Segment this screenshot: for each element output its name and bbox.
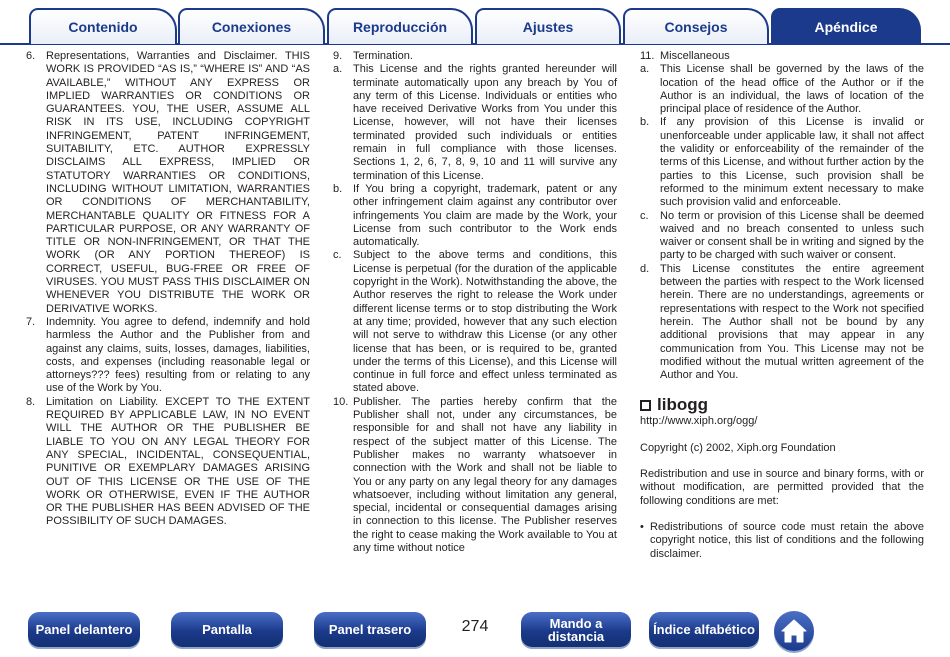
clause-letter: a.: [333, 63, 343, 76]
section-number: 11.: [640, 50, 655, 62]
section-number: 8.: [26, 395, 36, 408]
clause-letter: a.: [640, 63, 650, 76]
clause-letter: d.: [640, 262, 650, 275]
clause-letter: b.: [333, 182, 343, 195]
section-text: Representations, Warranties and Disclaimer. THIS WORK IS PROVIDED “AS IS,” “WHERE IS” AND “AS AVAILABLE,” WITHOUT ANY EXPRESS OR IMPLIED WARRANTIES OR CONDITIONS OR GUARANTEES. YOU, THE USER, ASSUME ALL RISK IN ITS USE, INCLUDING COPYRIGHT INFRINGEMENT, PATENT INFRINGEMENT, SUITABILITY, ETC. AUTHOR EXPRESSLY DISCLAIMS ALL EXPRESS, IMPLIED OR STATUTORY WARRANTIES OR CONDITIONS, INCLUDING WITHOUT LIMITATION, WARRANTIES OR CONDITIONS OF MERCHANTABILITY, MERCHANTABLE QUALITY OR FITNESS FOR A PARTICULAR PURPOSE, OR ANY WARRANTY OF TITLE OR NON-INFRINGEMENT, OR THAT THE WORK (OR ANY PORTION THEREOF) IS CORRECT, USEFUL, BUG-FREE OR FREE OF VIRUSES. YOU MUST PASS THIS DISCLAIMER ON WHENEVER YOU DISTRIBUTE THE WORK OR DERIVATIVE WORKS.: [46, 50, 310, 315]
home-icon: [780, 618, 808, 644]
redistribution-paragraph: Redistribution and use in source and binary forms, with or without modification, are permitted provided that the following conditions are met:: [640, 468, 924, 507]
remote-label-line2: distancia: [547, 628, 605, 644]
section-11b: [640, 116, 924, 209]
section-9b: [333, 183, 617, 249]
libogg-heading: [640, 395, 924, 415]
section-11c: [640, 210, 924, 263]
section-number: 6.: [26, 50, 36, 62]
bullet-text: Redistributions of source code must retain the above copyright notice, this list of conditions and the following disclaimer.: [650, 520, 924, 560]
column-1: [26, 50, 310, 529]
tab-consejos[interactable]: Consejos: [623, 8, 769, 44]
section-text: Indemnity. You agree to defend, indemnify and hold harmless the Author and the Publisher from and against any claims, suits, losses, damages, liabilities, costs, and expenses (including reasonable legal or attorneys??? fees) resulting from or relating to any use of the Work by You.: [46, 315, 310, 395]
tab-contenido[interactable]: Contenido: [29, 8, 177, 44]
tab-conexiones[interactable]: Conexiones: [178, 8, 325, 44]
section-10: [333, 396, 617, 556]
clause-text: If You bring a copyright, trademark, patent or any other infringement claim against any contributor over infringements You claim are made by the Work, your License from such contributor to the Work ends automatically.: [353, 182, 617, 249]
rear-panel-button[interactable]: Panel trasero: [314, 612, 426, 647]
front-panel-button[interactable]: Panel delantero: [28, 612, 140, 647]
bullet-icon: •: [640, 520, 644, 533]
remote-control-button[interactable]: [521, 612, 631, 647]
index-button[interactable]: Índice alfabético: [649, 612, 759, 647]
section-6: [26, 50, 310, 316]
tab-bar: [0, 0, 950, 46]
section-title: Termination.: [353, 50, 413, 62]
section-11-heading: [640, 50, 924, 63]
clause-text: This License and the rights granted hereunder will terminate automatically upon any breach by You of any term of this License. Individuals or entities who have received Derivative Works from You under this License, however, will not have their licenses terminated provided such individuals or entities remain in full compliance with those licenses. Sections 1, 2, 6, 7, 8, 9, 10 and 11 will survive any termination of this License.: [353, 63, 617, 182]
clause-letter: c.: [333, 249, 342, 262]
column-3: [640, 50, 924, 561]
column-2: [333, 50, 617, 555]
home-button[interactable]: [774, 611, 814, 651]
section-9a: [333, 63, 617, 183]
section-8: [26, 396, 310, 529]
section-text: Limitation on Liability. EXCEPT TO THE EXTENT REQUIRED BY APPLICABLE LAW, IN NO EVENT WILL THE AUTHOR OR THE PUBLISHER BE LIABLE TO YOU ON ANY LEGAL THEORY FOR ANY SPECIAL, INCIDENTAL, CONSEQUENTIAL, PUNITIVE OR EXEMPLARY DAMAGES ARISING OUT OF THIS LICENSE OR THE USE OF THE WORK OR OTHERWISE, EVEN IF THE AUTHOR OR THE PUBLISHER HAS BEEN ADVISED OF THE POSSIBILITY OF SUCH DAMAGES.: [46, 395, 310, 528]
clause-text: No term or provision of this License shall be deemed waived and no breach consented to unless such waiver or consent shall be in writing and signed by the party to be charged with such waiver or consent.: [660, 209, 924, 262]
clause-letter: c.: [640, 209, 649, 222]
bullet-item: [640, 521, 924, 561]
copyright-line: Copyright (c) 2002, Xiph.org Foundation: [640, 441, 836, 454]
section-text: Publisher. The parties hereby confirm that the Publisher shall not, under any circumstances, be responsible for and shall not have any liability in respect of the subject matter of this License. The Publisher makes no warranty whatsoever in connection with the Work and shall not be liable to You or any party on any legal theory for any damages whatsoever, including without limitation any general, special, incidental or consequential damages arising in connection to this license. The Publisher reserves the right to cease making the Work available to You at any time without notice: [353, 395, 617, 554]
tab-apendice[interactable]: Apéndice: [771, 8, 921, 44]
clause-text: Subject to the above terms and conditions, this License is perpetual (for the duration of the applicable copyright in the Work). Notwithstanding the above, the Author reserves the right to release the Work under different license terms or to stop distributing the Work at any time; provided, however that any such election will not serve to withdraw this License (or any other license that has been, or is required to be, granted under the terms of this License), and this License will continue in full force and effect unless terminated as stated above.: [353, 249, 617, 395]
clause-text: This License constitutes the entire agreement between the parties with respect to the Work licensed herein. There are no understandings, agreements or representations with respect to the Work not specified herein. The Author shall not be bound by any additional provisions that may appear in any communication from You. This License may not be modified without the mutual written agreement of the Author and You.: [660, 262, 924, 382]
checkbox-square-icon: [640, 400, 651, 411]
section-title: Miscellaneous: [660, 50, 730, 62]
display-button[interactable]: Pantalla: [171, 612, 283, 647]
libogg-title: libogg: [657, 395, 708, 415]
section-number: 9.: [333, 50, 343, 62]
tab-ajustes[interactable]: Ajustes: [475, 8, 621, 44]
remote-label-line1: Mando a: [549, 615, 603, 631]
section-number: 10.: [333, 395, 349, 408]
section-9c: [333, 249, 617, 395]
section-11d: [640, 263, 924, 383]
libogg-url: http://www.xiph.org/ogg/: [640, 415, 758, 428]
section-11a: [640, 63, 924, 116]
tab-reproduccion[interactable]: Reproducción: [327, 8, 473, 44]
clause-text: If any provision of this License is invalid or unenforceable under applicable law, it shall not affect the validity or enforceability of the remainder of the terms of this License, and without further action by the parties to this License, such provision shall be reformed to the minimum extent necessary to make such provision valid and enforceable.: [660, 116, 924, 209]
clause-text: This License shall be governed by the laws of the location of the head office of the Author or if the Author is an individual, the laws of location of the principal place of residence of the Author.: [660, 63, 924, 116]
clause-letter: b.: [640, 116, 650, 129]
section-7: [26, 316, 310, 396]
page-number: 274: [461, 618, 489, 635]
section-number: 7.: [26, 315, 36, 328]
section-9-heading: [333, 50, 617, 63]
